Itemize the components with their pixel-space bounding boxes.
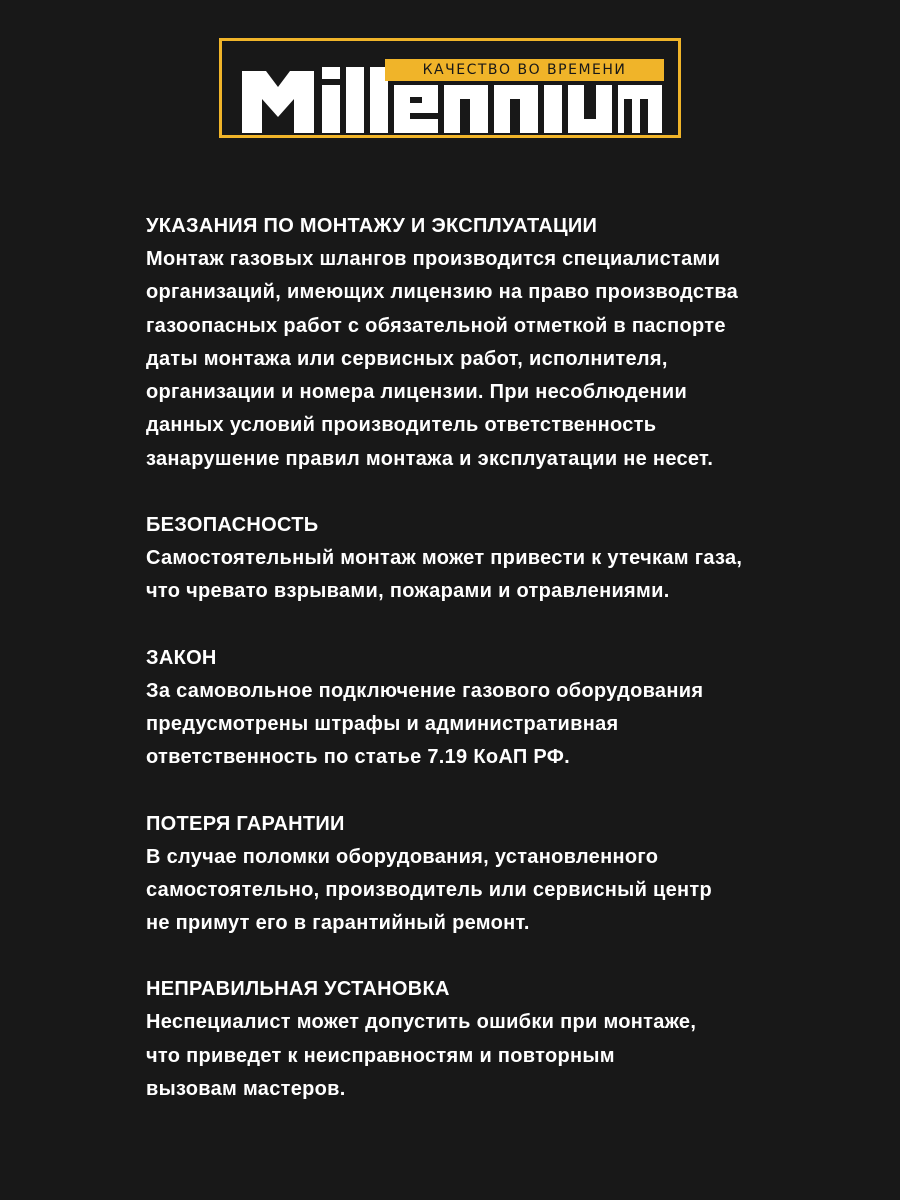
- section-text-line: В случае поломки оборудования, установленного: [146, 845, 659, 868]
- section-text-line: данных условий производитель ответственность: [146, 414, 657, 437]
- section-text-line: Самостоятельный монтаж может привести к утечкам газа,: [146, 547, 743, 570]
- section-text-line: предусмотрены штрафы и административная: [146, 712, 619, 735]
- brand-tagline: КАЧЕСТВО ВО ВРЕМЕНИ: [385, 59, 664, 81]
- section-text-line: Неспециалист может допустить ошибки при монтаже,: [146, 1011, 697, 1034]
- section-text-line: самостоятельно, производитель или сервисный центр: [146, 878, 713, 901]
- section-text-line: За самовольное подключение газового оборудования: [146, 679, 704, 702]
- section-title: БЕЗОПАСНОСТЬ: [146, 514, 319, 537]
- section-wrong-installation: [146, 973, 846, 1106]
- section-title: ПОТЕРЯ ГАРАНТИИ: [146, 812, 345, 835]
- section-title: НЕПРАВИЛЬНАЯ УСТАНОВКА: [146, 978, 450, 1001]
- section-text-line: газоопасных работ с обязательной отметкой в паспорте: [146, 314, 726, 337]
- section-text-line: Монтаж газовых шлангов производится специалистами: [146, 248, 721, 270]
- section-text-line: организаций, имеющих лицензию на право производства: [146, 281, 739, 304]
- section-text-line: не примут его в гарантийный ремонт.: [146, 912, 530, 935]
- section-text-line: что приведет к неисправностям и повторным: [146, 1044, 615, 1067]
- section-warranty-loss: [146, 808, 846, 941]
- section-text-line: организации и номера лицензии. При несоблюдении: [146, 381, 688, 404]
- section-safety: [146, 509, 846, 609]
- section-title: УКАЗАНИЯ ПО МОНТАЖУ И ЭКСПЛУАТАЦИИ: [146, 215, 598, 237]
- section-text-line: ответственность по статье 7.19 КоАП РФ.: [146, 746, 570, 769]
- instructions-content: [146, 210, 846, 1139]
- section-text-line: занарушение правил монтажа и эксплуатации не несет.: [146, 447, 714, 470]
- section-text-line: что чревато взрывами, пожарами и отравлениями.: [146, 580, 670, 603]
- brand-logo: [219, 38, 681, 138]
- section-text-line: вызовам мастеров.: [146, 1078, 346, 1101]
- section-title: ЗАКОН: [146, 646, 217, 669]
- section-text-line: даты монтажа или сервисных работ, исполнителя,: [146, 347, 668, 370]
- section-installation: [146, 210, 846, 476]
- section-law: [146, 642, 846, 775]
